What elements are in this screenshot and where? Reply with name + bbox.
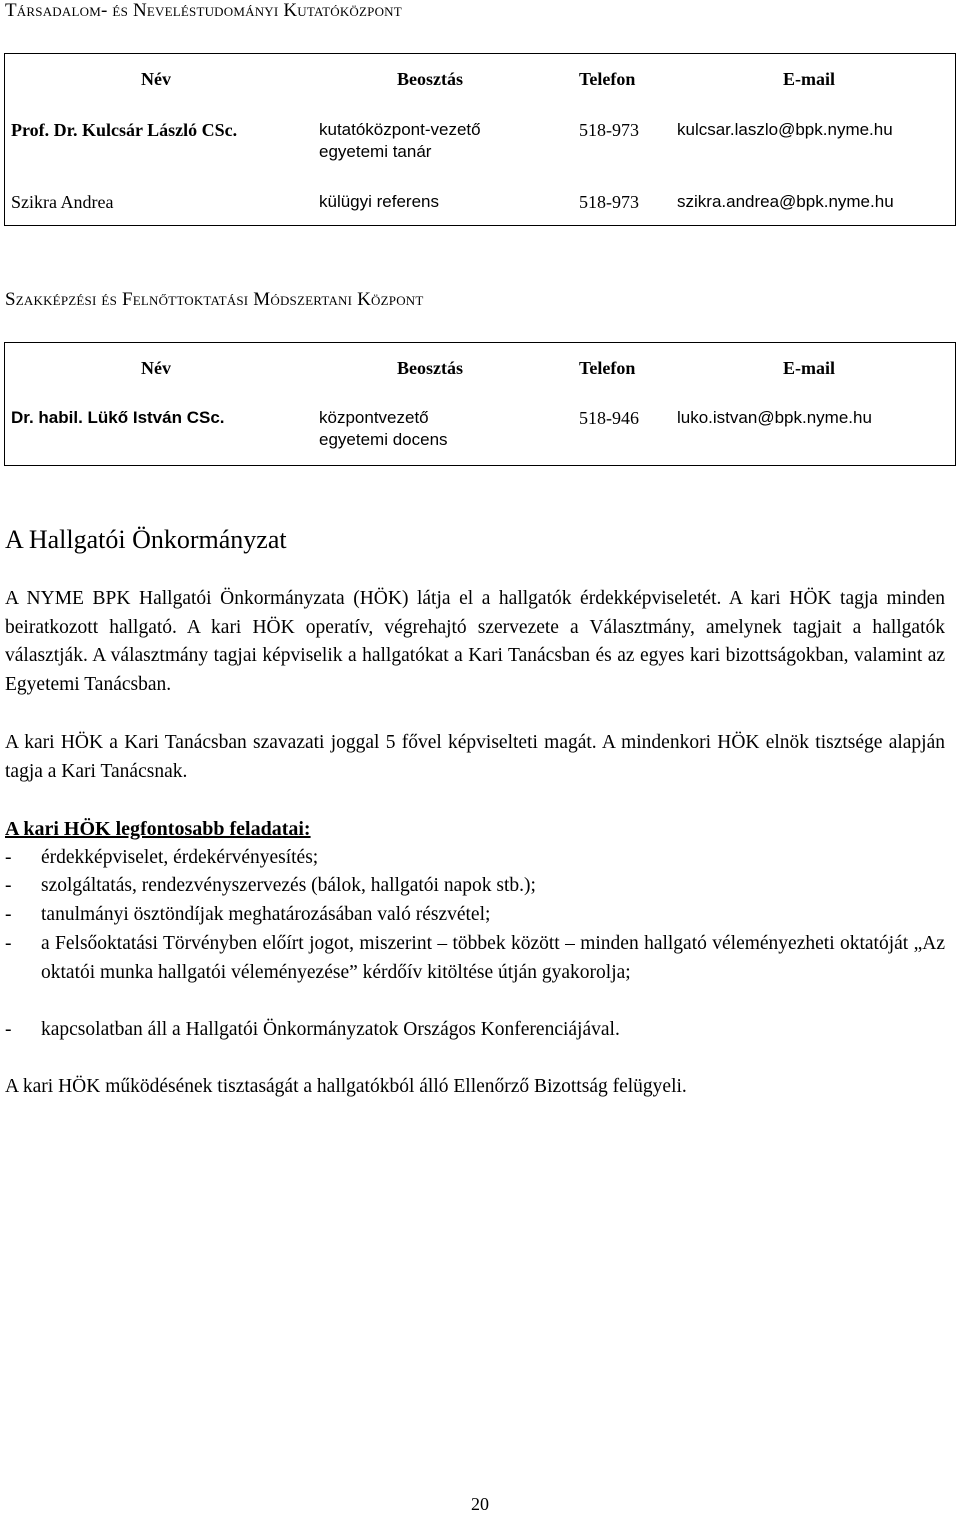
section-title-methodology-center: Szakképzési és Felnőttoktatási Módszertani Központ <box>5 289 424 310</box>
list-item <box>5 1016 945 1045</box>
research-center-table <box>4 53 956 226</box>
list-item <box>5 930 945 987</box>
person-role-line2: egyetemi tanár <box>319 142 432 161</box>
list-item-text: kapcsolatban áll a Hallgatói Önkormányzatok Országos Konferenciájával. <box>41 1019 620 1040</box>
paragraph-intro: A NYME BPK Hallgatói Önkormányzata (HÖK) látja el a hallgatók érdekképviseletét. A kari HÖK tagja minden beiratkozott hallgató. A kari HÖK operatív, végrehajtó szervezete a Választmány, amelynek tagjait a hallgatók választják. A választmány tagjai képviselik a hallgatókat a Kari Tanácsban és az egyes kari bizottságokban, valamint az Egyetemi Tanácsban. <box>5 588 945 695</box>
header-phone: Telefon <box>579 358 636 378</box>
list-bullet: - <box>5 847 12 868</box>
page-number: 20 <box>471 1494 489 1514</box>
list-item <box>5 844 945 873</box>
person-role-line1: kutatóközpont-vezető <box>319 120 481 139</box>
person-name: Szikra Andrea <box>11 192 114 212</box>
person-email[interactable]: szikra.andrea@bpk.nyme.hu <box>677 192 894 211</box>
person-phone: 518-973 <box>579 120 639 140</box>
person-role-line1: külügyi referens <box>319 192 440 211</box>
person-email[interactable]: luko.istvan@bpk.nyme.hu <box>677 408 872 427</box>
list-item-text: a Felsőoktatási Törvényben előírt jogot, miszerint – többek között – minden hallgató véleményezheti oktatóját „Az oktatói munka hallgatói véleményezése” kérdőív kitöltése útján gyakorolja; <box>41 933 945 983</box>
person-name: Prof. Dr. Kulcsár László CSc. <box>11 120 238 140</box>
tasks-title: A kari HÖK legfontosabb feladatai: <box>5 818 311 840</box>
list-item <box>5 901 945 930</box>
header-role: Beosztás <box>397 69 463 89</box>
person-phone: 518-946 <box>579 408 639 428</box>
header-role: Beosztás <box>397 358 463 378</box>
person-role-line1: központvezető <box>319 408 429 427</box>
methodology-center-table <box>4 342 956 466</box>
paragraph-council: A kari HÖK a Kari Tanácsban szavazati joggal 5 fővel képviselteti magát. A mindenkori HÖK elnök tisztsége alapján tagja a Kari Tanácsnak. <box>5 732 945 782</box>
header-name: Név <box>141 358 171 378</box>
header-email: E-mail <box>783 358 835 378</box>
person-name: Dr. habil. Lükő István CSc. <box>11 408 225 427</box>
list-bullet: - <box>5 933 12 954</box>
list-item-text: tanulmányi ösztöndíjak meghatározásában való részvétel; <box>41 904 491 925</box>
header-name: Név <box>141 69 171 89</box>
list-bullet: - <box>5 1019 12 1040</box>
list-bullet: - <box>5 875 12 896</box>
list-bullet: - <box>5 904 12 925</box>
header-email: E-mail <box>783 69 835 89</box>
list-item-text: szolgáltatás, rendezvényszervezés (bálok, hallgatói napok stb.); <box>41 875 536 896</box>
person-email[interactable]: kulcsar.laszlo@bpk.nyme.hu <box>677 120 893 139</box>
list-item-text: érdekképviselet, érdekérvényesítés; <box>41 847 319 868</box>
person-role-line2: egyetemi docens <box>319 430 448 449</box>
section-title-student-union: A Hallgatói Önkormányzat <box>5 525 287 554</box>
header-phone: Telefon <box>579 69 636 89</box>
paragraph-closing: A kari HÖK működésének tisztaságát a hallgatókból álló Ellenőrző Bizottság felügyeli. <box>5 1076 687 1097</box>
person-phone: 518-973 <box>579 192 639 212</box>
section-title-research-center: Társadalom- és Neveléstudományi Kutatóközpont <box>5 0 402 21</box>
list-item <box>5 872 945 901</box>
